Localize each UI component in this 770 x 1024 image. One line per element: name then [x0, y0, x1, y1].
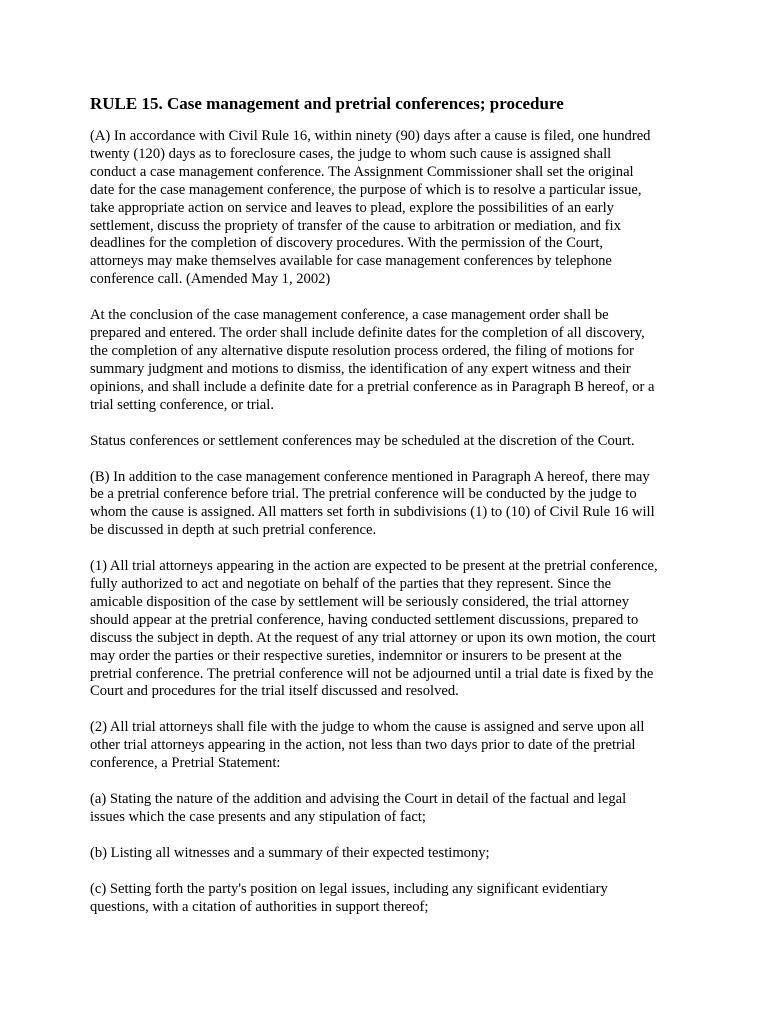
- paragraph-status-conferences: [90, 433, 690, 451]
- text-line: (2) All trial attorneys shall file with the judge to whom the cause is assigned and serve upon all: [90, 719, 645, 736]
- text-line: (B) In addition to the case management conference mentioned in Paragraph A hereof, there may: [90, 468, 650, 485]
- text-line: the completion of any alternative dispute resolution process ordered, the filing of motions for: [90, 342, 634, 359]
- paragraph-b: [90, 469, 690, 541]
- text-line: whom the cause is assigned. All matters set forth in subdivisions (1) to (10) of Civil Rule 16 will: [90, 504, 655, 521]
- text-line: (b) Listing all witnesses and a summary of their expected testimony;: [90, 844, 490, 861]
- text-line: settlement, discuss the propriety of transfer of the cause to arbitration or mediation, and fix: [90, 217, 621, 234]
- text-line: At the conclusion of the case management conference, a case management order shall be: [90, 307, 609, 324]
- paragraph-a: [90, 128, 690, 289]
- text-line: questions, with a citation of authorities in support thereof;: [90, 898, 429, 915]
- text-line: (A) In accordance with Civil Rule 16, within ninety (90) days after a cause is filed, one hundred: [90, 128, 651, 144]
- text-line: (a) Stating the nature of the addition and advising the Court in detail of the factual and legal: [90, 791, 627, 808]
- text-line: pretrial conference. The pretrial conference will not be adjourned until a trial date is fixed by the: [90, 665, 654, 682]
- paragraph-2b: [90, 845, 690, 863]
- text-line: (c) Setting forth the party's position on legal issues, including any significant evidentiary: [90, 880, 608, 897]
- text-line: deadlines for the completion of discovery procedures. With the permission of the Court,: [90, 235, 604, 252]
- text-line: should appear at the pretrial conference, having conducted settlement discussions, prepared to: [90, 611, 639, 628]
- text-line: discuss the subject in depth. At the request of any trial attorney or upon its own motion, the court: [90, 629, 656, 646]
- text-line: conference call. (Amended May 1, 2002): [90, 271, 331, 288]
- text-line: date for the case management conference, the purpose of which is to resolve a particular issue,: [90, 181, 642, 198]
- text-line: take appropriate action on service and leaves to plead, explore the possibilities of an early: [90, 199, 614, 216]
- paragraph-1: [90, 558, 690, 701]
- text-line: fully authorized to act and negotiate on behalf of the parties that they represent. Since the: [90, 576, 612, 593]
- text-line: issues which the case presents and any stipulation of fact;: [90, 809, 426, 825]
- text-line: may order the parties or their respective sureties, indemnitor or insurers to be present at the: [90, 647, 622, 664]
- text-line: conference, a Pretrial Statement:: [90, 755, 281, 772]
- text-line: attorneys may make themselves available for case management conferences by telephone: [90, 253, 612, 270]
- text-line: other trial attorneys appearing in the action, not less than two days prior to date of the pretrial: [90, 737, 636, 754]
- text-line: Status conferences or settlement conferences may be scheduled at the discretion of the Court.: [90, 432, 635, 449]
- text-line: conduct a case management conference. The Assignment Commissioner shall set the original: [90, 163, 634, 180]
- page-title: RULE 15. Case management and pretrial conferences; procedure: [90, 94, 564, 113]
- paragraph-2: [90, 719, 690, 773]
- document-body: [90, 94, 690, 935]
- text-line: opinions, and shall include a definite date for a pretrial conference as in Paragraph B hereof, or a: [90, 378, 655, 395]
- text-line: be discussed in depth at such pretrial conference.: [90, 522, 377, 539]
- text-line: twenty (120) days as to foreclosure cases, the judge to whom such cause is assigned shall: [90, 145, 612, 162]
- text-line: prepared and entered. The order shall include definite dates for the completion of all discovery,: [90, 325, 645, 342]
- paragraph-2a: [90, 791, 690, 827]
- paragraph-2c: [90, 881, 690, 917]
- paragraph-case-management-order: [90, 307, 690, 414]
- text-line: be a pretrial conference before trial. The pretrial conference will be conducted by the judge to: [90, 486, 637, 503]
- text-line: (1) All trial attorneys appearing in the action are expected to be present at the pretrial conference,: [90, 558, 658, 575]
- text-line: Court and procedures for the trial itself discussed and resolved.: [90, 683, 459, 700]
- text-line: trial setting conference, or trial.: [90, 396, 274, 413]
- text-line: summary judgment and motions to dismiss, the identification of any expert witness and their: [90, 360, 631, 377]
- text-line: amicable disposition of the case by settlement will be seriously considered, the trial attorney: [90, 593, 630, 610]
